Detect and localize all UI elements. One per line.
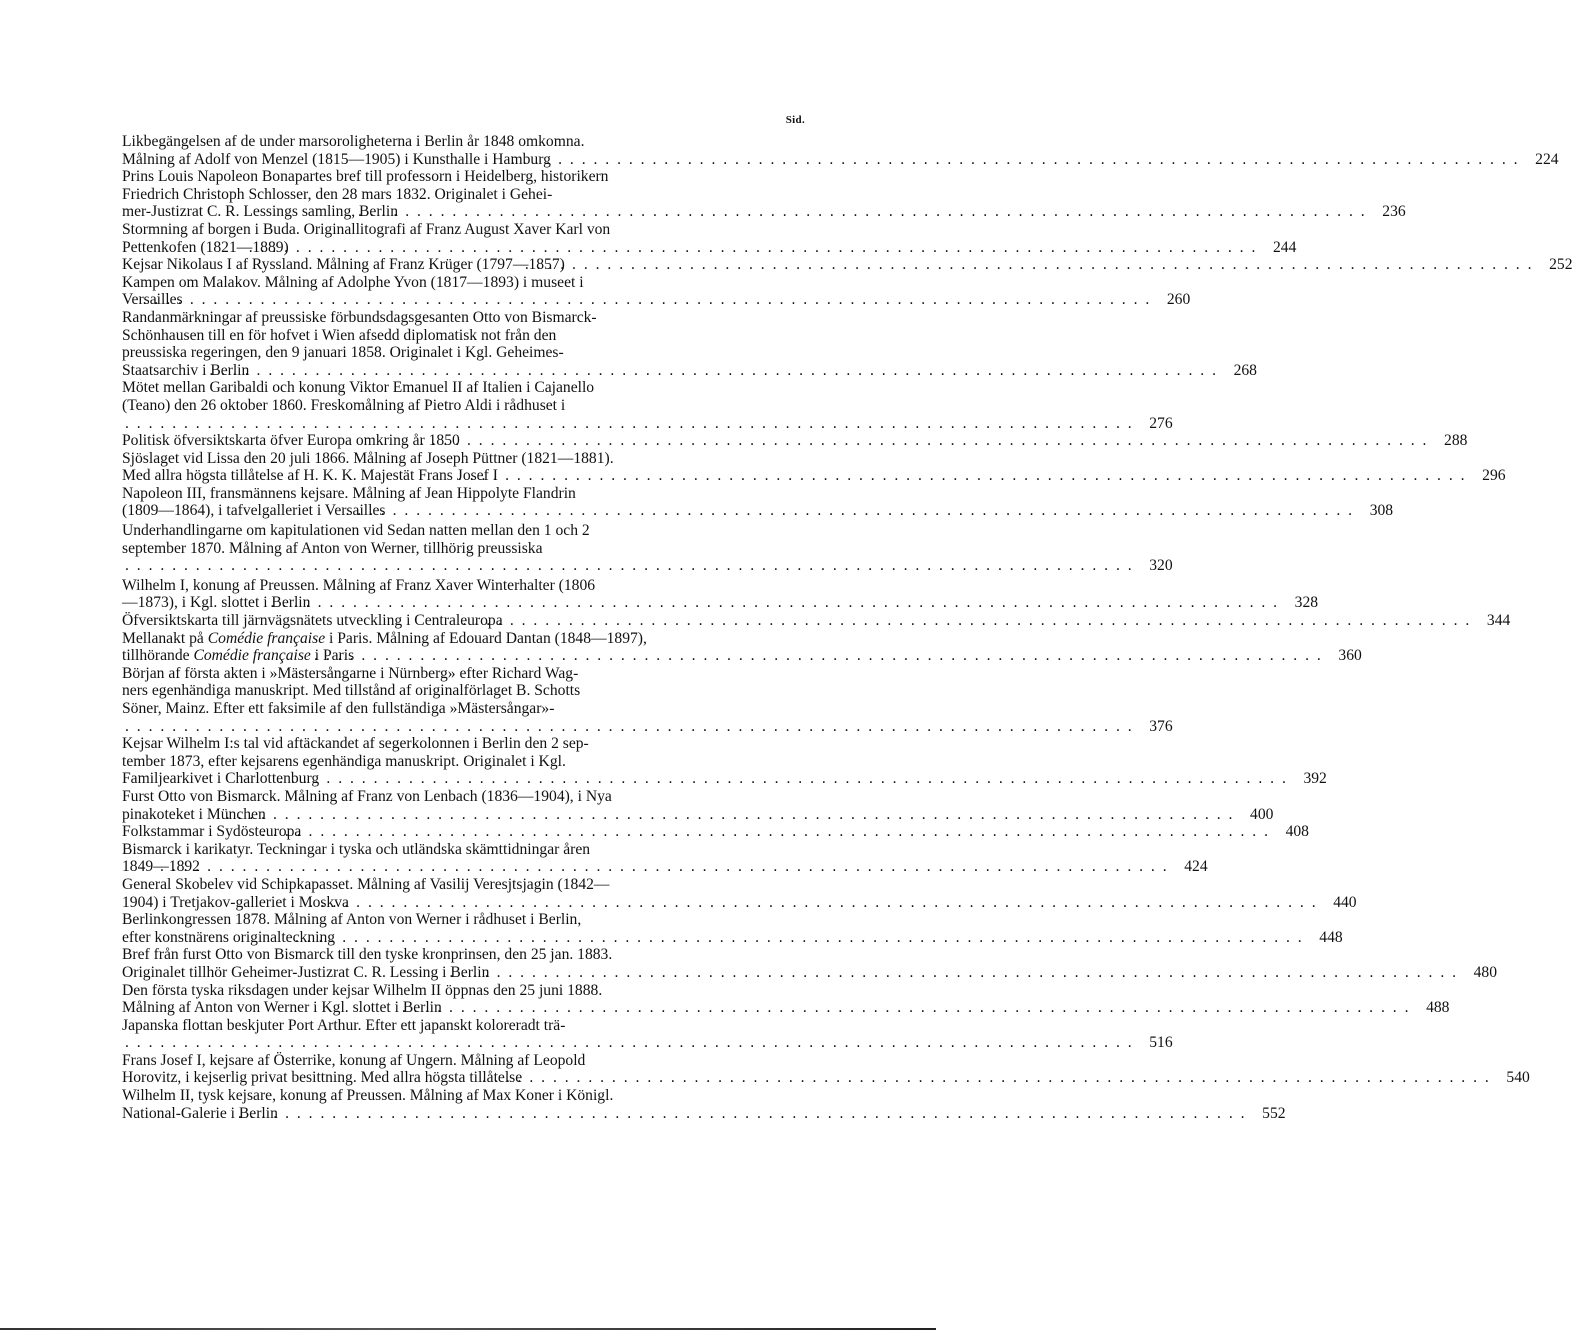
page-number: 488	[1426, 999, 1450, 1017]
toc-entry	[122, 875, 1357, 911]
page-number: 260	[1166, 291, 1191, 309]
page-column-header: Sid.	[785, 114, 805, 126]
dot-leader	[168, 718, 1134, 736]
entry-text-line: efter konstnärens originalteckning	[122, 928, 336, 946]
toc-entry	[122, 432, 1468, 450]
scan-edge-line	[0, 1328, 936, 1330]
entry-text-line: Med allra högsta tillåtelse af H. K. K. Majestät Frans Josef I	[122, 467, 498, 485]
entry-last-line	[122, 594, 1319, 612]
page-number: 424	[1184, 858, 1208, 876]
toc-entry	[122, 664, 1173, 735]
dot-leader	[168, 1034, 1134, 1052]
toc-entry	[122, 484, 1394, 520]
dot-leader	[463, 432, 1429, 450]
toc-entry	[122, 273, 1191, 309]
page-number: 244	[1272, 238, 1297, 256]
toc-entry	[122, 612, 1511, 630]
entry-text-line: Söner, Mainz. Efter ett faksimile af den fullständiga »Mästersångar»-	[122, 700, 555, 717]
toc-entry	[122, 379, 1173, 432]
dot-leader	[304, 823, 1270, 841]
toc-entry	[122, 133, 1559, 168]
dot-leader	[568, 256, 1534, 274]
entry-last-line	[122, 467, 1506, 485]
entry-last-line	[122, 928, 1343, 947]
entry-text-line: (1809—1864), i tafvelgalleriet i Versailles	[122, 502, 386, 520]
entry-text-line: General Skobelev vid Schipkapasset. Målning af Vasilij Veresjtsjagin (1842—	[122, 875, 610, 893]
dot-leader	[492, 964, 1458, 982]
entry-last-line	[122, 502, 1394, 520]
entry-text-line: Horovitz, i kejserlig privat besittning. Med allra högsta tillåtelse	[122, 1069, 523, 1087]
entry-text-line: National-Galerie i Berlin	[122, 1104, 278, 1122]
entry-last-line	[122, 432, 1468, 450]
dot-leader	[554, 151, 1520, 169]
entry-text-line: Wilhelm I, konung af Preussen. Målning af Franz Xaver Winterhalter (1806	[122, 576, 596, 594]
toc-entry	[122, 787, 1274, 823]
dot-leader	[445, 999, 1411, 1017]
entry-text-line: ners egenhändiga manuskript. Med tillstånd af originalförlaget B. Schotts	[122, 682, 581, 700]
dot-leader	[401, 203, 1367, 221]
toc-entry	[122, 911, 1343, 946]
dot-leader	[338, 929, 1304, 947]
entry-text-line: mer-Justizrat C. R. Lessings samling, Berlin	[122, 203, 399, 221]
entry-last-line	[122, 612, 1511, 630]
entry-text-line: Originalet tillhör Geheimer-Justizrat C. R. Lessing i Berlin	[122, 963, 490, 981]
entry-last-line	[122, 291, 1191, 309]
dot-leader	[322, 770, 1288, 788]
entry-text-line: tember 1873, efter kejsarens egenhändiga manuskript. Originalet i Kgl.	[122, 752, 566, 770]
entry-text-line: 1849—1892	[122, 858, 200, 876]
toc-entry	[122, 220, 1297, 256]
dot-leader	[186, 291, 1152, 309]
toc-entry	[122, 735, 1327, 788]
entry-text-line: september 1870. Målning af Anton von Werner, tillhörig preussiska	[122, 539, 543, 557]
entry-text-line: Japanska flottan beskjuter Port Arthur. Efter ett japanskt koloreradt trä-	[122, 1016, 566, 1034]
dot-leader	[501, 467, 1467, 485]
entry-text-line: Mötet mellan Garibaldi och konung Viktor Emanuel II af Italien i Cajanello	[122, 379, 595, 397]
entry-last-line	[122, 893, 1357, 912]
entry-last-line	[122, 770, 1327, 788]
dot-leader	[269, 806, 1235, 824]
page-number: 236	[1382, 203, 1406, 221]
entry-text-line: Stormning af borgen i Buda. Originallitografi af Franz August Xaver Karl von	[122, 220, 611, 238]
page-number: 392	[1303, 770, 1327, 788]
toc-entry	[122, 168, 1406, 221]
page-number: 320	[1149, 557, 1173, 575]
entry-last-line	[165, 717, 1173, 736]
dot-leader	[313, 594, 1279, 612]
dot-leader	[525, 1069, 1491, 1087]
toc-entry	[122, 308, 1257, 379]
toc-entry	[122, 840, 1208, 876]
entry-text-line: Randanmärkningar af preussiske förbundsdagsgesanten Otto von Bismarck-	[122, 308, 597, 326]
toc-entry	[122, 256, 1572, 274]
dot-leader	[203, 858, 1169, 876]
entry-text-line: Wilhelm II, tysk kejsare, konung af Preussen. Målning af Max Koner i Königl.	[122, 1087, 614, 1105]
entry-last-line	[165, 557, 1173, 575]
entry-last-line	[122, 805, 1274, 824]
entry-text-line: Kampen om Malakov. Målning af Adolphe Yvon (1817—1893) i museet i	[122, 273, 584, 291]
entry-text-line: Furst Otto von Bismarck. Målning af Franz von Lenbach (1836—1904), i Nya	[122, 787, 612, 805]
toc-entry	[122, 576, 1319, 612]
dot-leader	[352, 894, 1318, 912]
entry-text-line: Politisk öfversiktskarta öfver Europa omkring år 1850	[122, 432, 460, 450]
page-number: 480	[1473, 963, 1498, 981]
page-number: 296	[1482, 467, 1506, 485]
dot-leader	[168, 415, 1134, 433]
page-number: 360	[1338, 647, 1362, 665]
entry-text-line: Napoleon III, fransmännens kejsare. Målning af Jean Hippolyte Flandrin	[122, 484, 576, 502]
entry-text-line: Öfversiktskarta till järnvägsnätets utveckling i Centraleuropa	[122, 612, 503, 630]
entry-last-line	[122, 858, 1208, 876]
page-number: 276	[1149, 414, 1173, 432]
entry-text-line: Friedrich Christoph Schlosser, den 28 mars 1832. Originalet i Gehei-	[122, 185, 553, 203]
toc-entry	[122, 823, 1309, 841]
entry-last-line	[122, 999, 1450, 1017]
entry-last-line	[122, 963, 1498, 982]
entry-text-line: Prins Louis Napoleon Bonapartes bref till professorn i Heidelberg, historikern	[122, 168, 609, 186]
entry-last-line	[165, 414, 1173, 433]
entry-text-line: preussiska regeringen, den 9 januari 1858. Originalet i Kgl. Geheimes-	[122, 344, 564, 362]
dot-leader	[357, 647, 1323, 665]
entry-text-line: Staatsarchiv i Berlin	[122, 361, 250, 379]
entry-text-line: Målning af Adolf von Menzel (1815—1905) i Kunsthalle i Hamburg	[122, 150, 551, 168]
entry-text-line: pinakoteket i München	[122, 805, 266, 823]
entry-text-line: tillhörande Comédie française i Paris	[122, 647, 355, 665]
entry-last-line	[122, 150, 1559, 169]
dot-leader	[388, 502, 1354, 520]
entry-last-line	[122, 1069, 1530, 1087]
page-number: 308	[1369, 502, 1394, 520]
page-number: 252	[1549, 256, 1572, 274]
page-number: 440	[1333, 893, 1357, 911]
dot-leader	[168, 557, 1134, 575]
dot-leader	[292, 239, 1258, 257]
toc-entry	[122, 629, 1362, 665]
entry-text-line: Sjöslaget vid Lissa den 20 juli 1866. Målning af Joseph Püttner (1821—1881).	[122, 449, 614, 467]
entry-last-line	[165, 1034, 1173, 1052]
entry-last-line	[122, 203, 1406, 221]
entry-text-line: (Teano) den 26 oktober 1860. Freskomålning af Pietro Aldi i rådhuset i	[122, 396, 566, 414]
toc-entry	[122, 449, 1506, 485]
dot-leader	[252, 362, 1218, 380]
entry-text-line: Kejsar Wilhelm I:s tal vid aftäckandet af segerkolonnen i Berlin den 2 sep-	[122, 735, 589, 753]
dot-leader	[506, 612, 1472, 630]
entry-text-line: Folkstammar i Sydösteuropa	[122, 823, 302, 841]
entry-text-line: Målning af Anton von Werner i Kgl. slottet i Berlin	[122, 999, 442, 1017]
page-number: 268	[1233, 361, 1257, 379]
entry-last-line	[122, 256, 1572, 274]
entry-text-line: Likbegängelsen af de under marsoroligheterna i Berlin år 1848 omkomna.	[122, 133, 585, 150]
entry-text-line: Pettenkofen (1821—1889)	[122, 238, 289, 256]
dot-leader	[281, 1105, 1247, 1123]
page-number: 516	[1149, 1034, 1173, 1052]
page-number: 552	[1262, 1104, 1286, 1122]
page-number: 344	[1486, 612, 1511, 630]
entry-last-line	[122, 823, 1309, 841]
entry-text-line: 1904) i Tretjakov-galleriet i Moskva	[122, 893, 349, 911]
entry-text-line: —1873), i Kgl. slottet i Berlin	[122, 594, 311, 612]
toc-entry	[122, 1016, 1173, 1052]
entry-text-line: Kejsar Nikolaus I af Ryssland. Målning af Franz Krüger (1797—1857)	[122, 256, 565, 274]
entry-last-line	[122, 647, 1362, 665]
toc-entry	[122, 1051, 1530, 1087]
entry-text-line: Bismarck i karikatyr. Teckningar i tyska och utländska skämttidningar åren	[122, 840, 591, 858]
entry-text-line: Underhandlingarne om kapitulationen vid Sedan natten mellan den 1 och 2	[122, 522, 590, 540]
page-number: 408	[1285, 823, 1309, 841]
toc-entry	[122, 522, 1173, 575]
entry-text-line: Den första tyska riksdagen under kejsar Wilhelm II öppnas den 25 juni 1888.	[122, 981, 603, 999]
entry-text-line: Familjearkivet i Charlottenburg	[122, 770, 320, 788]
toc-entry	[122, 946, 1498, 981]
page-number: 376	[1149, 717, 1173, 735]
entry-text-line: Bref från furst Otto von Bismarck till den tyske kronprinsen, den 25 jan. 1883.	[122, 946, 613, 964]
entry-text-line: Berlinkongressen 1878. Målning af Anton von Werner i rådhuset i Berlin,	[122, 911, 582, 929]
toc-entry	[122, 981, 1450, 1017]
entry-last-line	[122, 238, 1297, 257]
page-number: 540	[1506, 1069, 1530, 1087]
page-number: 328	[1294, 594, 1319, 612]
entry-last-line	[122, 361, 1257, 380]
illustration-list	[122, 133, 1572, 1122]
page-number: 400	[1250, 805, 1274, 823]
page-number: 224	[1535, 150, 1559, 168]
entry-text-line: Mellanakt på Comédie française i Paris. Målning af Edouard Dantan (1848—1897),	[122, 629, 647, 647]
entry-text-line: Frans Josef I, kejsare af Österrike, konung af Ungern. Målning af Leopold	[122, 1051, 586, 1069]
page-number: 288	[1444, 432, 1468, 450]
entry-text-line: Versailles	[122, 291, 183, 309]
page-number: 448	[1319, 928, 1343, 946]
entry-last-line	[122, 1104, 1286, 1123]
toc-entry	[122, 1087, 1286, 1122]
entry-text-line: Början af första akten i »Mästersångarne i Nürnberg» efter Richard Wag-	[122, 664, 579, 682]
entry-text-line: Schönhausen till en för hofvet i Wien afsedd diplomatisk not från den	[122, 326, 557, 344]
